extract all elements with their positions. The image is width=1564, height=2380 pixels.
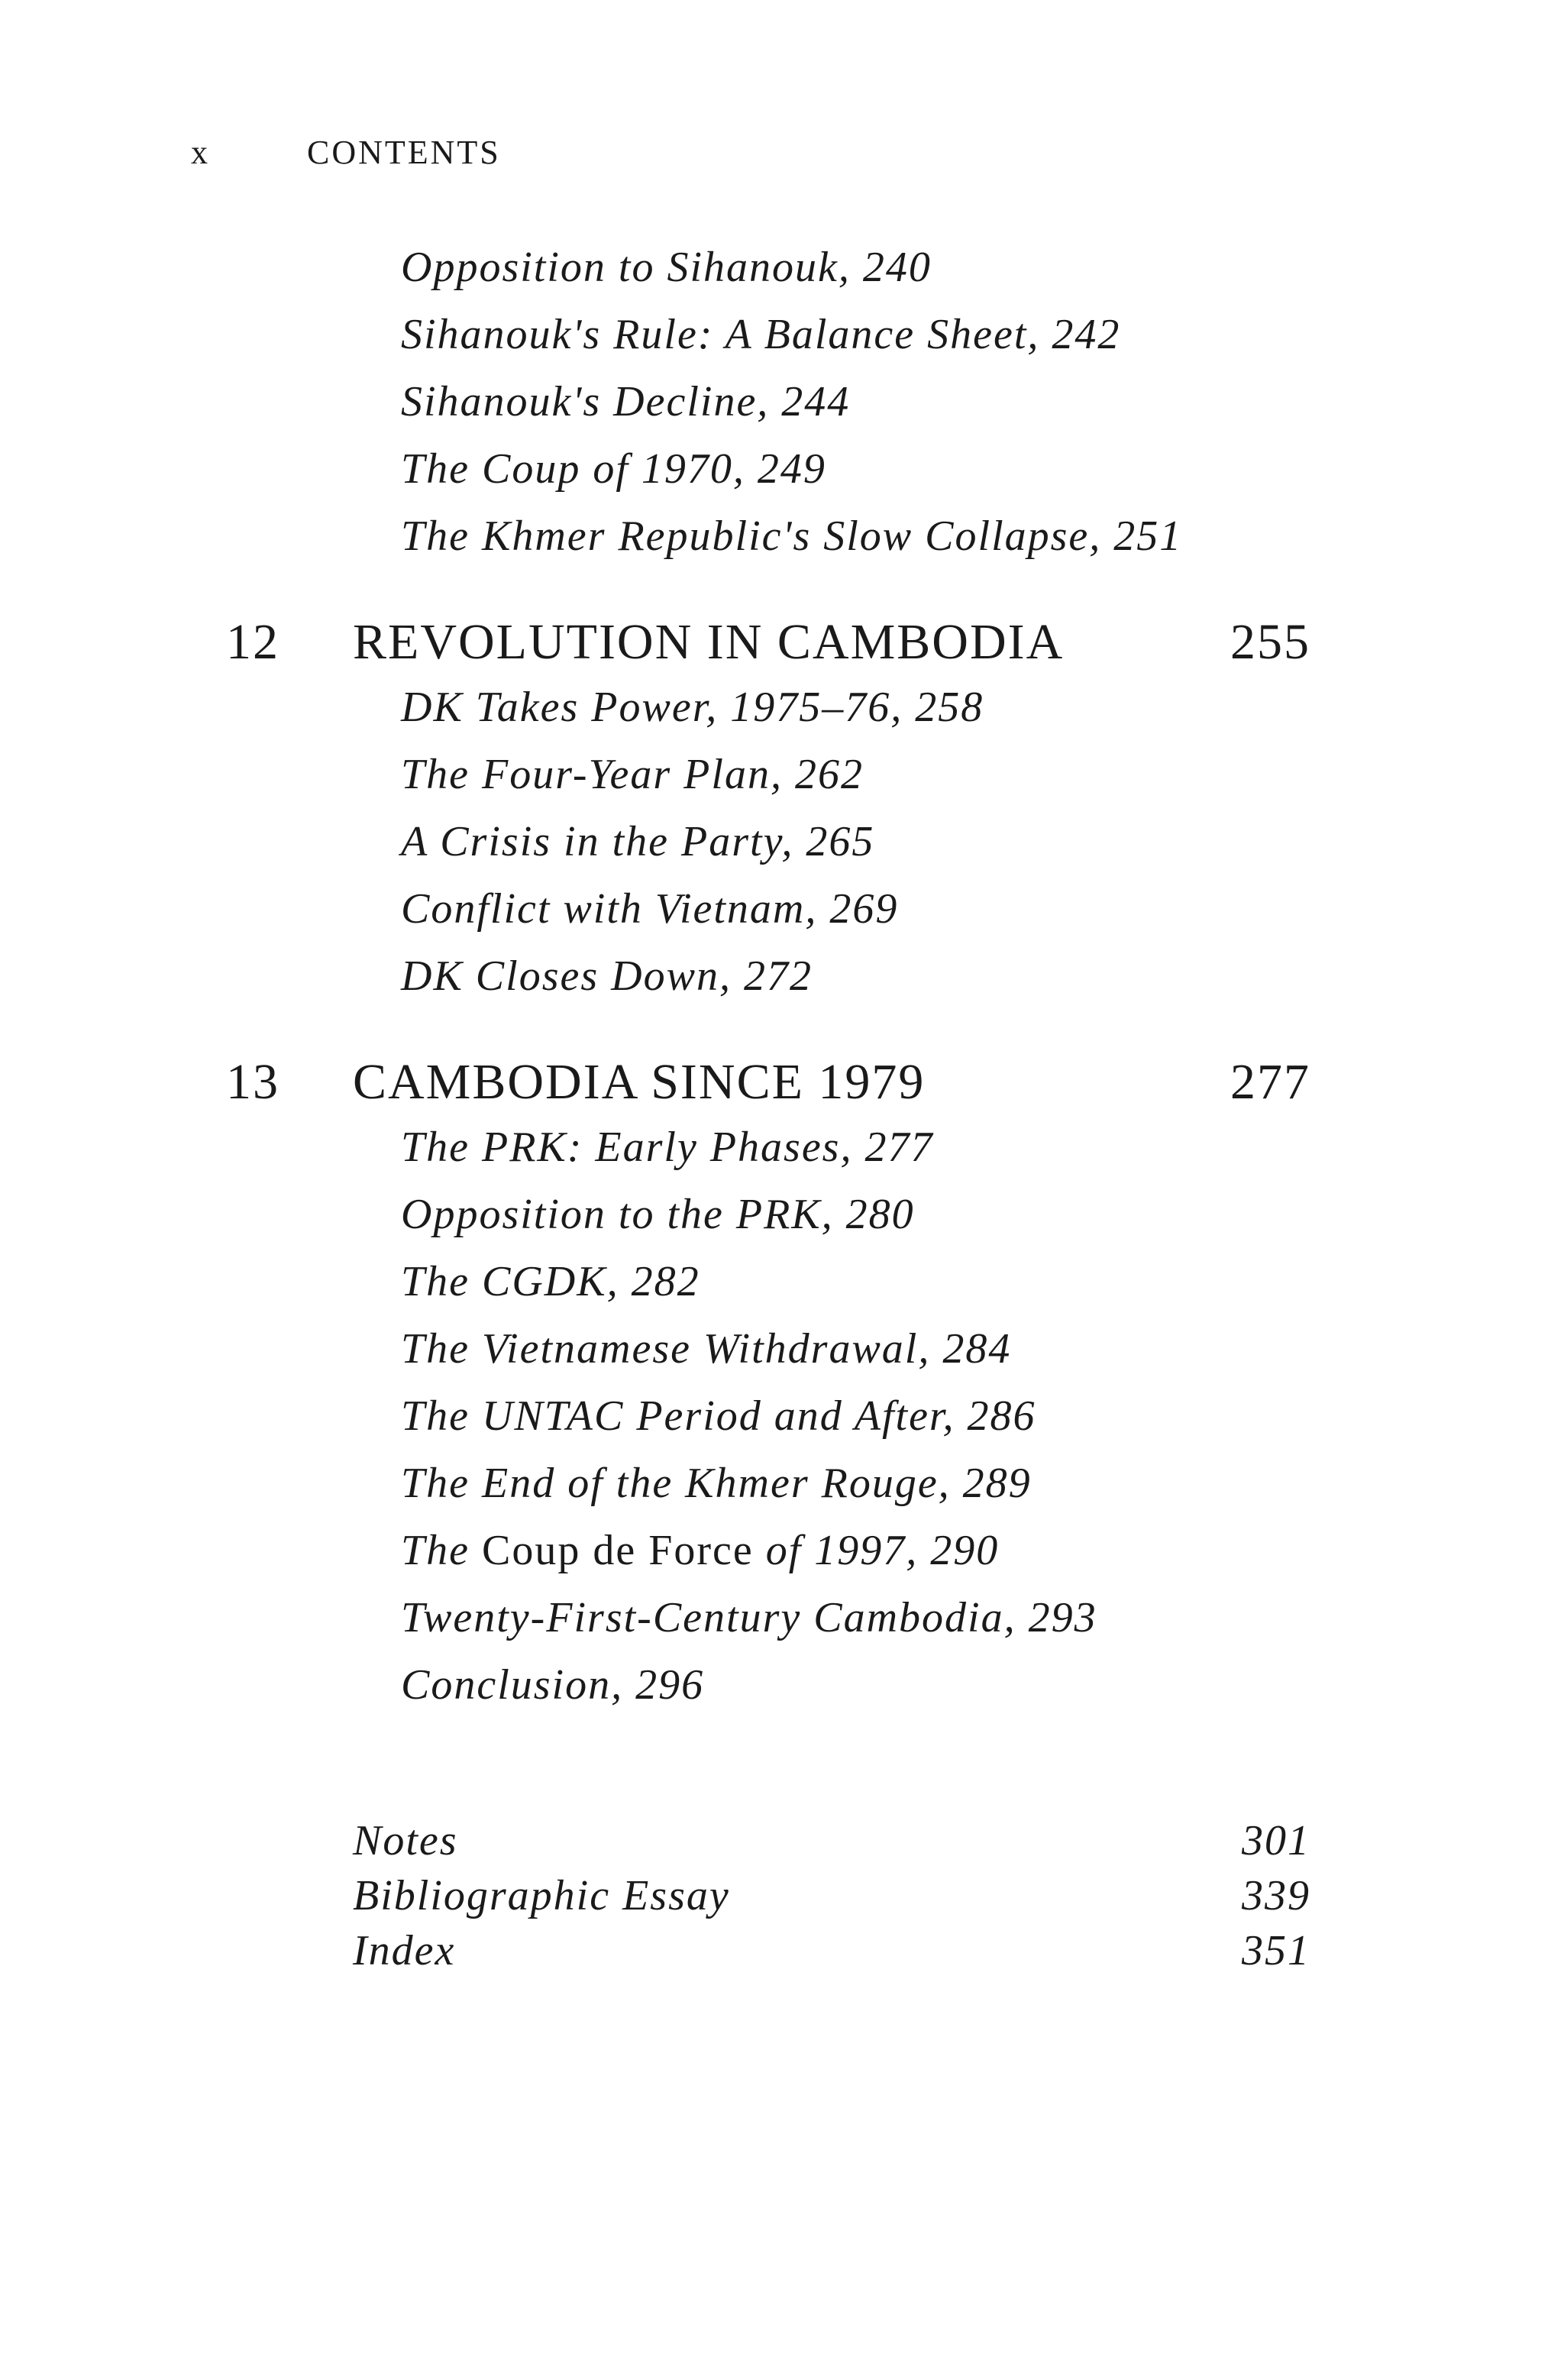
back-matter-entry-bibliographic-essay[interactable] [353, 1868, 1310, 1923]
chapter-title: CAMBODIA SINCE 1979 [353, 1054, 926, 1110]
toc-section-entry[interactable]: A Crisis in the Party, 265 [401, 818, 875, 865]
chapter-12-section-list [401, 674, 984, 1010]
back-matter-list [353, 1813, 1310, 1978]
toc-section-entry[interactable]: The Khmer Republic's Slow Collapse, 251 [401, 513, 1183, 560]
running-head-title: CONTENTS [307, 134, 501, 171]
toc-section-entry[interactable]: DK Closes Down, 272 [401, 952, 813, 1000]
back-matter-page-number: 339 [1242, 1872, 1310, 1919]
back-matter-label: Index [353, 1927, 456, 1974]
back-matter-label: Notes [353, 1817, 458, 1864]
toc-section-entry[interactable]: Twenty-First-Century Cambodia, 293 [401, 1594, 1097, 1641]
toc-section-entry[interactable]: DK Takes Power, 1975–76, 258 [401, 684, 984, 731]
chapter-number: 13 [226, 1054, 280, 1110]
continued-section-list [401, 234, 1182, 570]
toc-section-entry[interactable]: Opposition to the PRK, 280 [401, 1191, 915, 1238]
section-text-suffix: of 1997, 290 [753, 1527, 1000, 1574]
toc-section-entry[interactable]: The UNTAC Period and After, 286 [401, 1392, 1036, 1440]
toc-section-entry[interactable] [401, 1517, 1097, 1584]
chapter-12-heading[interactable] [226, 608, 1310, 677]
section-text-prefix: The [401, 1527, 482, 1574]
toc-section-entry[interactable]: The PRK: Early Phases, 277 [401, 1124, 934, 1171]
toc-section-entry[interactable]: Sihanouk's Rule: A Balance Sheet, 242 [401, 311, 1121, 358]
back-matter-entry-notes[interactable] [353, 1813, 1310, 1868]
toc-section-entry[interactable]: Conclusion, 296 [401, 1661, 705, 1709]
back-matter-page-number: 301 [1242, 1817, 1310, 1864]
section-text-roman: Coup de Force [482, 1527, 754, 1574]
chapter-title: REVOLUTION IN CAMBODIA [353, 614, 1065, 670]
toc-section-entry[interactable]: The Coup of 1970, 249 [401, 445, 826, 493]
running-head [191, 130, 501, 176]
chapter-number: 12 [226, 614, 280, 670]
toc-section-entry[interactable]: The Vietnamese Withdrawal, 284 [401, 1325, 1012, 1373]
toc-section-entry[interactable]: Conflict with Vietnam, 269 [401, 885, 899, 933]
back-matter-page-number: 351 [1242, 1927, 1310, 1974]
back-matter-label: Bibliographic Essay [353, 1872, 730, 1919]
toc-section-entry[interactable]: Sihanouk's Decline, 244 [401, 378, 851, 425]
back-matter-entry-index[interactable] [353, 1923, 1310, 1978]
chapter-13-heading[interactable] [226, 1048, 1310, 1117]
chapter-page-number: 255 [1230, 614, 1310, 670]
page-folio: x [191, 134, 210, 171]
toc-section-entry[interactable]: Opposition to Sihanouk, 240 [401, 244, 932, 291]
toc-section-entry[interactable]: The Four-Year Plan, 262 [401, 751, 864, 798]
chapter-13-section-list [401, 1114, 1097, 1719]
toc-section-entry[interactable]: The CGDK, 282 [401, 1258, 700, 1305]
toc-section-entry[interactable]: The End of the Khmer Rouge, 289 [401, 1460, 1032, 1507]
chapter-page-number: 277 [1230, 1054, 1310, 1110]
